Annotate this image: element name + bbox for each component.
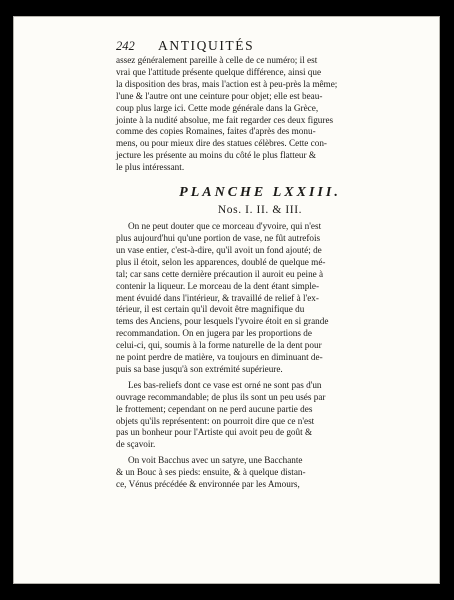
page-number: 242	[116, 39, 135, 53]
paragraph-bas-reliefs: Les bas-reliefs dont ce vase est orné ne sont pas d'un ouvrage recommandable; de plus ils sont un peu usés par le frottement; cependant on ne perd aucune partie des objets qu'ils représentent: on pourroit dire que ce n'est pas un bonheur pour l'Artiste qui avoit peu de goût & de sçavoir.	[116, 379, 326, 450]
running-head	[116, 38, 404, 54]
plate-heading: PLANCHE LXXIII.	[179, 185, 341, 201]
paragraph-ivory-vase: On ne peut douter que ce morceau d'yvoire, qui n'est plus aujourd'hui qu'une portion de vase, ne fût autrefois un vase entier, c'est-à-dire, qu'il avoit un fond ajouté; de plus il étoit, selon les apparences, doublé de quelque mé- tal; car sans cette dernière précaution il auroit eu peine à contenir la liqueur. Le morceau de la dent étant simple- ment évuidé dans l'intérieur, & travaillé de relief à l'ex- térieur, il est certain qu'il devoit être magnifique du tems des Anciens, pour lesquels l'yvoire étoit en si grande recommandation. On en jugera par les proportions de celui-ci, qui, soumis à la forme naturelle de la dent pour ne point perdre de matière, va toujours en diminuant de- puis sa base jusqu'à son extrémité supérieure.	[116, 221, 329, 374]
plate-subheading: Nos. I. II. & III.	[217, 204, 303, 217]
paragraph-continued: assez généralement pareille à celle de ce numéro; il est vrai que l'attitude présente quelque différence, ainsi que la disposition des bras, mais l'action est à peu-près la même; l'une & l'autre ont une ceinture pour objet; elle est beau- coup plus large ici. Cette mode générale dans la Grèce, jointe à la nudité absolue, me fait regarder ces deux figures comme des copies Romaines, faites d'après des monu- mens, ou pour mieux dire des statues célèbres. Cette con- jecture les présente au moins du côté le plus flatteur & le plus intéressant.	[116, 55, 338, 173]
running-title: ANTIQUITÉS	[158, 38, 255, 53]
text-block	[116, 38, 404, 491]
book-page	[13, 16, 440, 584]
paragraph-bacchus: On voit Bacchus avec un satyre, une Bacchante & un Bouc à ses pieds: ensuite, & à quelque distan- ce, Vénus précédée & environnée par les Amours,	[116, 455, 306, 490]
